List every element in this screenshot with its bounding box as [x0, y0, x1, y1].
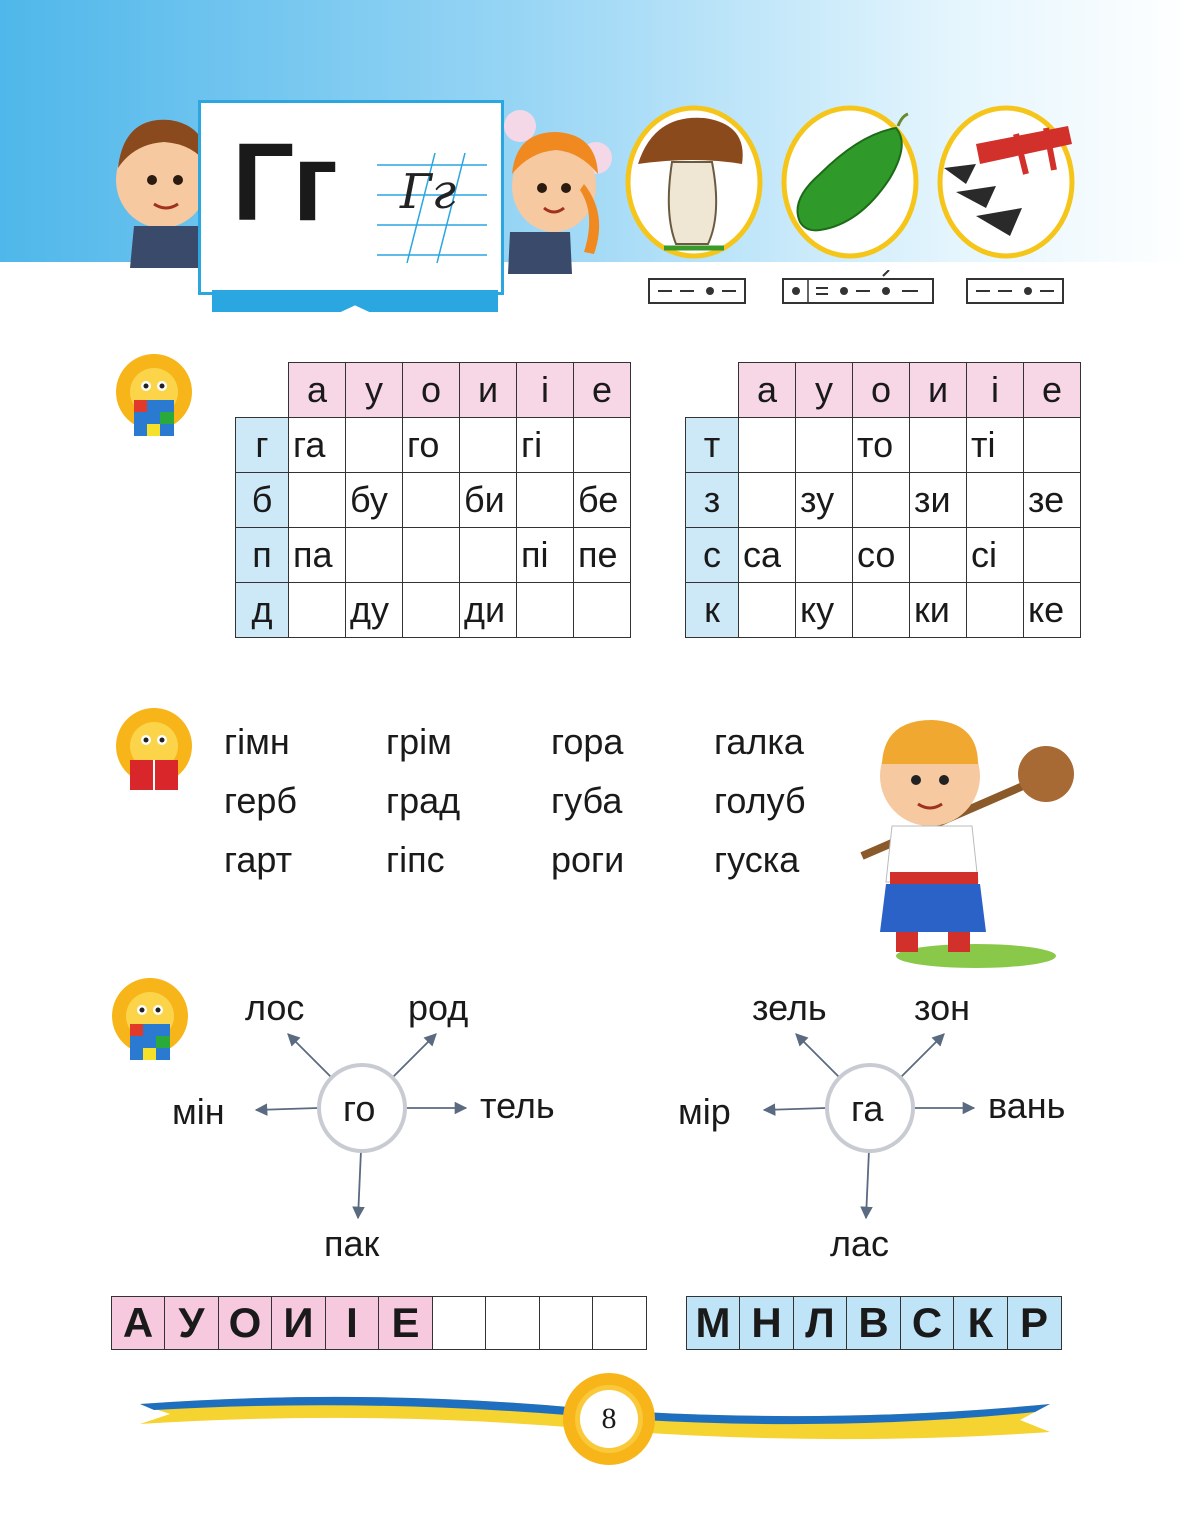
printed-letter: Гг [232, 121, 337, 244]
word-item: голуб [714, 780, 806, 821]
vowel-box: О [218, 1296, 273, 1350]
consonant-header-cell: с [686, 528, 739, 583]
diagram-right-top-right: зон [914, 987, 971, 1028]
word-item: гарт [224, 839, 293, 880]
word-item: герб [224, 780, 298, 821]
diagram-right-center: га [851, 1088, 884, 1129]
diagram-left-top-left: лос [245, 987, 305, 1028]
consonant-box: Л [793, 1296, 848, 1350]
diagram-left-top-right: род [408, 987, 469, 1028]
syllable-cell: зу [796, 473, 853, 528]
vowel-box: І [325, 1296, 380, 1350]
syllable-cell: ку [796, 583, 853, 638]
consonant-header-cell: т [686, 418, 739, 473]
syllable-cell: би [460, 473, 517, 528]
diagram-left-left: мін [172, 1091, 225, 1132]
word-item: гіпс [386, 839, 445, 880]
vowel-box: И [271, 1296, 326, 1350]
syllable-cell: го [403, 418, 460, 473]
diagram-right-bottom: лас [830, 1223, 890, 1264]
syllable-cell: со [853, 528, 910, 583]
syllable-cell: пі [517, 528, 574, 583]
consonant-header-cell: з [686, 473, 739, 528]
page-number: 8 [580, 1390, 638, 1448]
diagram-left-center: го [343, 1088, 376, 1129]
diagram-right-right: вань [988, 1085, 1066, 1126]
vowel-header-cell: е [1024, 363, 1081, 418]
word-item: грім [386, 721, 452, 762]
syllable-cell: са [739, 528, 796, 583]
consonant-box: С [900, 1296, 955, 1350]
syllable-cell: па [289, 528, 346, 583]
vowel-header-cell: а [289, 363, 346, 418]
consonant-header-cell: г [236, 418, 289, 473]
alphabet-strip-consonants [687, 1296, 1062, 1352]
vowel-header-cell: е [574, 363, 631, 418]
word-item: гуска [714, 839, 800, 880]
consonant-header-cell: д [236, 583, 289, 638]
vowel-box: У [164, 1296, 219, 1350]
diagram-right-top-left: зель [752, 987, 827, 1028]
vowel-header-cell: о [853, 363, 910, 418]
vowel-header-cell: о [403, 363, 460, 418]
alphabet-strip-vowels [112, 1296, 647, 1352]
syllable-cell: ки [910, 583, 967, 638]
consonant-header-cell: б [236, 473, 289, 528]
diagram-right-left: мір [678, 1091, 731, 1132]
word-item: губа [551, 780, 623, 821]
empty-box [592, 1296, 647, 1350]
consonant-box: Н [739, 1296, 794, 1350]
diagram-left-bottom: пак [324, 1223, 380, 1264]
word-item: роги [551, 839, 625, 880]
syllable-cell: гі [517, 418, 574, 473]
syllable-cell: зе [1024, 473, 1081, 528]
syllable-cell: зи [910, 473, 967, 528]
empty-box [485, 1296, 540, 1350]
syllable-cell: ті [967, 418, 1024, 473]
diagram-left-right: тель [480, 1085, 555, 1126]
syllable-cell: бу [346, 473, 403, 528]
vowel-header-cell: і [967, 363, 1024, 418]
word-item: гора [551, 721, 624, 762]
consonant-header-cell: п [236, 528, 289, 583]
empty-box [539, 1296, 594, 1350]
word-item: град [386, 780, 461, 821]
consonant-box: М [686, 1296, 741, 1350]
syllable-cell: ду [346, 583, 403, 638]
syllable-cell: пе [574, 528, 631, 583]
cursive-letter: Гг [400, 164, 457, 220]
consonant-box: Р [1007, 1296, 1062, 1350]
syllable-cell: га [289, 418, 346, 473]
vowel-box: А [111, 1296, 166, 1350]
vowel-header-cell: и [460, 363, 517, 418]
consonant-box: В [846, 1296, 901, 1350]
vowel-header-cell: і [517, 363, 574, 418]
vowel-box: Е [378, 1296, 433, 1350]
syllable-cell: ди [460, 583, 517, 638]
vowel-header-cell: и [910, 363, 967, 418]
syllable-cell: бе [574, 473, 631, 528]
word-item: галка [714, 721, 804, 762]
syllable-cell: ке [1024, 583, 1081, 638]
consonant-box: К [953, 1296, 1008, 1350]
word-item: гімн [224, 721, 290, 762]
vowel-header-cell: у [346, 363, 403, 418]
vowel-header-cell: а [739, 363, 796, 418]
vowel-header-cell: у [796, 363, 853, 418]
syllable-cell: то [853, 418, 910, 473]
empty-box [432, 1296, 487, 1350]
syllable-cell: сі [967, 528, 1024, 583]
consonant-header-cell: к [686, 583, 739, 638]
